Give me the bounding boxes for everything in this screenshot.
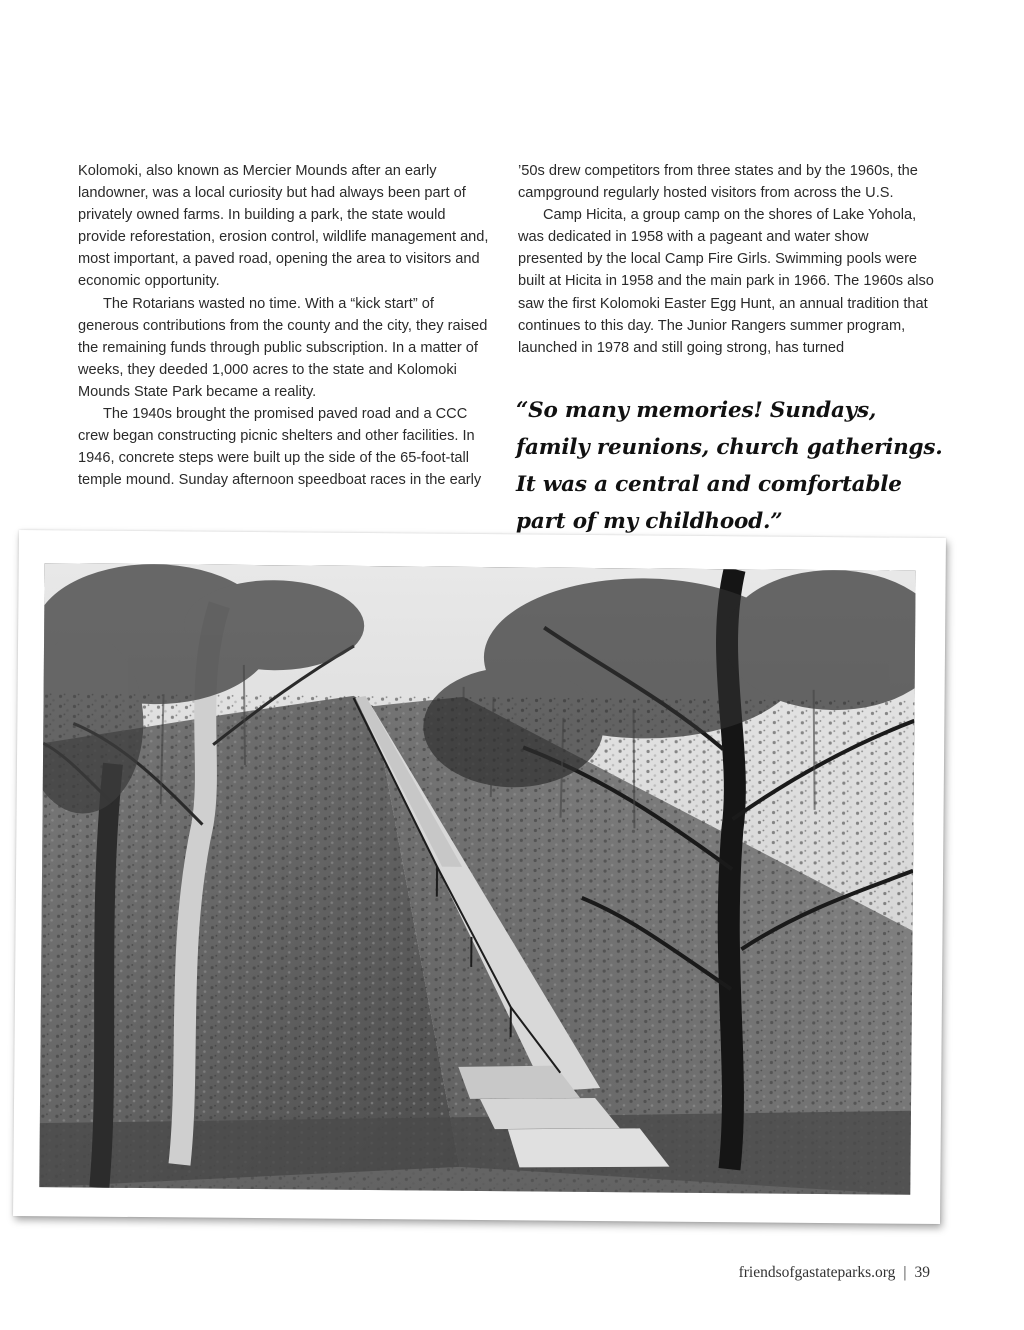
pull-quote: “So many memories! Sundays, family reunions, church gatherings. It was a central and comfortable part of my childhood.” (516, 398, 943, 534)
mound-steps-photo (39, 563, 915, 1195)
article-left-column (78, 160, 494, 491)
photo-frame (13, 530, 946, 1224)
page-footer (739, 1264, 930, 1282)
paragraph: Camp Hicita, a group camp on the shores of Lake Yohola, was dedicated in 1958 with a pageant and water show presented by the local Camp Fire Girls. Swimming pools were built at Hicita in 1958 and the main park in 1966. The 1960s also saw the first Kolomoki Easter Egg Hunt, an annual tradition that continues to this day. The Junior Rangers summer program, launched in 1978 and still going strong, has turned (518, 207, 934, 356)
footer-separator: | (903, 1264, 907, 1281)
photo-illustration (39, 563, 915, 1195)
paragraph: The Rotarians wasted no time. With a “kick start” of generous contributions from the county and the city, they raised the remaining funds through public subscription. In a matter of weeks, they deeded 1,000 acres to the state and Kolomoki Mounds State Park became a reality. (78, 295, 488, 400)
paragraph: ’50s drew competitors from three states and by the 1960s, the campground regularly hosted visitors from across the U.S. (518, 163, 918, 202)
footer-site: friendsofgastateparks.org (738, 1264, 896, 1281)
paragraph: The 1940s brought the promised paved road and a CCC crew began constructing picnic shelters and other facilities. In 1946, concrete steps were built up the side of the 65-foot-tall temple mound. Sunday afternoon speedboat races in the early (78, 406, 482, 489)
paragraph: Kolomoki, also known as Mercier Mounds after an early landowner, was a local curiosity but had always been part of privately owned farms. In building a park, the state would provide reforestation, erosion control, wildlife management and, most important, a paved road, opening the area to visitors and economic opportunity. (78, 163, 489, 290)
article-right-column (518, 160, 934, 359)
page-number: 39 (914, 1264, 930, 1281)
